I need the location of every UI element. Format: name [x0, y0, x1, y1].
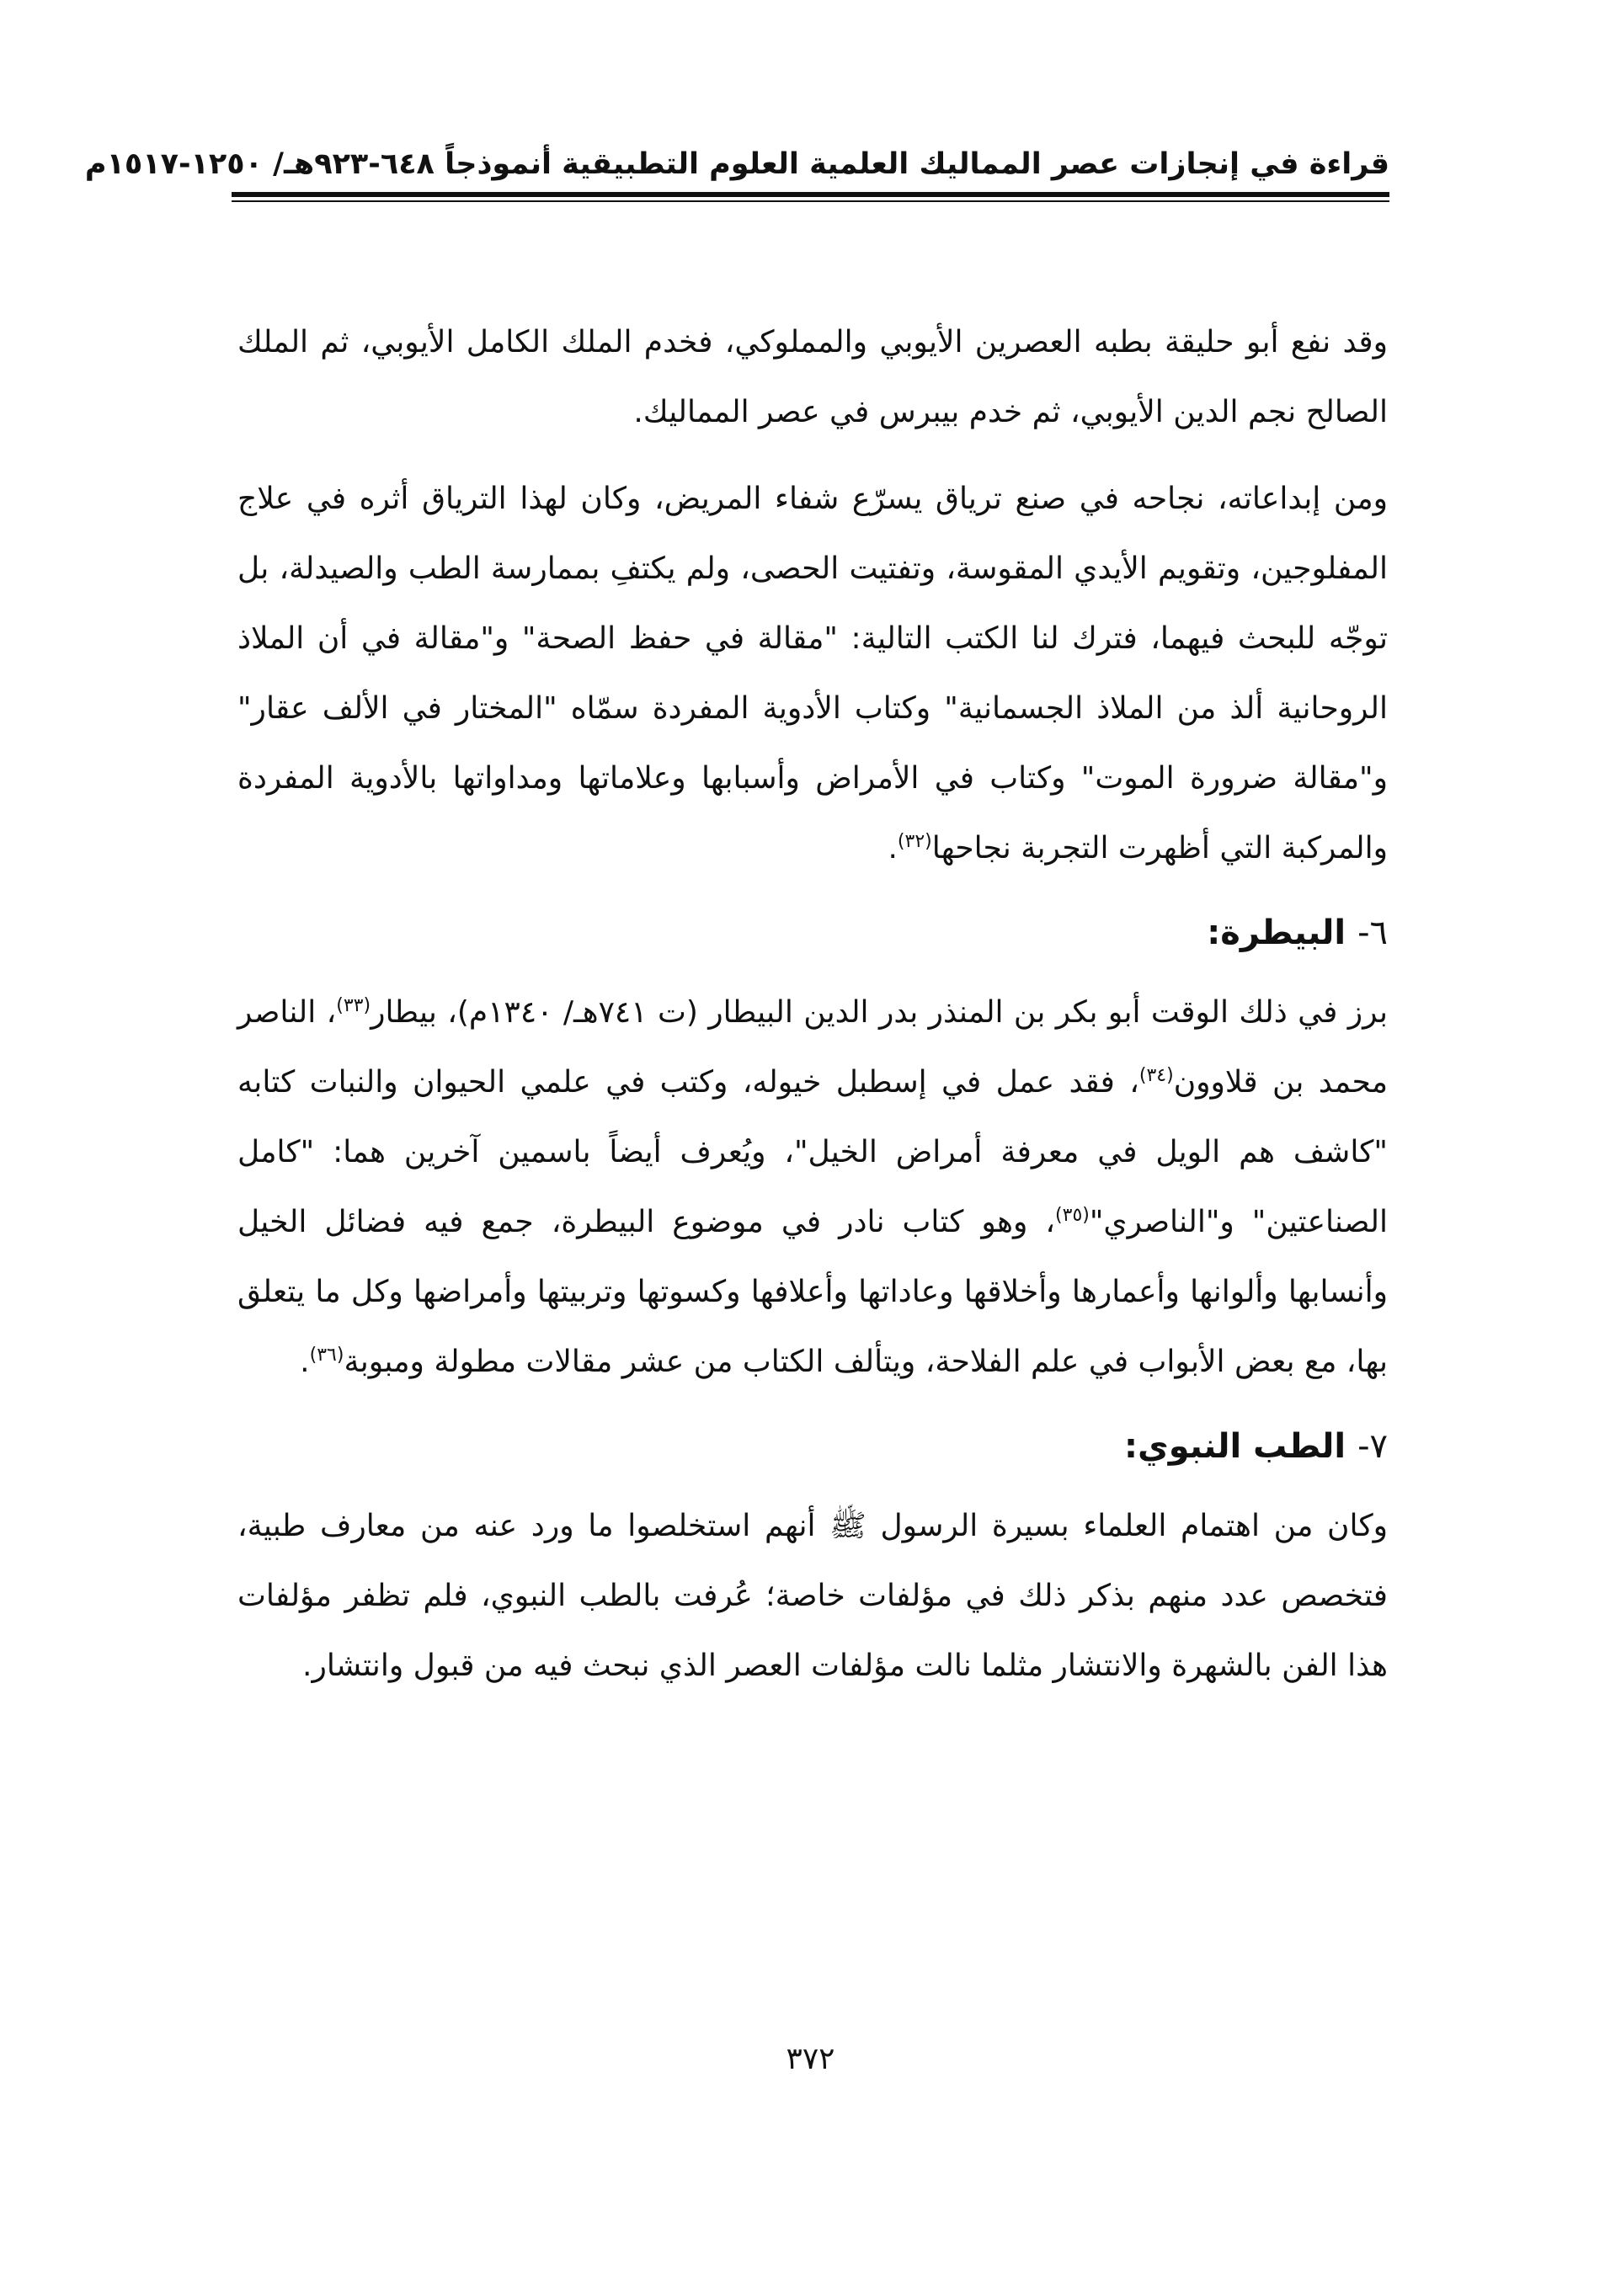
section-heading-7 [237, 1414, 1388, 1479]
footnote-ref-33: (٣٣) [336, 995, 371, 1016]
footnote-ref-36: (٣٦) [309, 1345, 344, 1366]
paragraph-4: وكان من اهتمام العلماء بسيرة الرسول ﷺ أنهم استخلصوا ما ورد عنه من معارف طبية، فتخصص عدد منهم بذكر ذلك في مؤلفات خاصة؛ عُرفت بالطب النبوي، فلم تظفر مؤلفات هذا الفن بالشهرة والانتشار مثلما نالت مؤلفات العصر الذي نبحث فيه من قبول وانتشار. [237, 1509, 1388, 1683]
paragraph-2-end: . [888, 831, 898, 866]
footnote-ref-35: (٣٥) [1055, 1205, 1090, 1226]
body-text [237, 307, 1388, 1718]
paragraph-2 [237, 464, 1388, 883]
footnote-ref-32: (٣٢) [897, 831, 932, 852]
page-number: ٣٧٢ [786, 2042, 835, 2076]
running-header: قراءة في إنجازات عصر المماليك العلمية العلوم التطبيقية أنموذجاً ٦٤٨-٩٢٣هـ/ ١٢٥٠-١٥١٧م [84, 147, 1389, 181]
section-7-number: ٧- [1357, 1427, 1388, 1466]
paragraph-3-end: . [300, 1345, 310, 1379]
paragraph-3-part-a: برز في ذلك الوقت أبو بكر بن المنذر بدر الدين البيطار (ت ٧٤١هـ/ ١٣٤٠م)، بيطار [371, 995, 1388, 1030]
section-7-title: الطب النبوي: [1124, 1427, 1346, 1466]
section-6-number: ٦- [1357, 914, 1388, 952]
section-6-title: البيطرة: [1207, 914, 1346, 952]
section-heading-6 [237, 900, 1388, 966]
paragraph-3-part-b: ، الناصر محمد بن قلاوون [237, 995, 1389, 1100]
footnote-ref-34: (٣٤) [1138, 1065, 1174, 1086]
header-rule-thick [232, 192, 1389, 197]
header-rule-thin [232, 200, 1389, 202]
paragraph-1: وقد نفع أبو حليقة بطبه العصرين الأيوبي والمملوكي، فخدم الملك الكامل الأيوبي، ثم الملك الصالح نجم الدين الأيوبي، ثم خدم بيبرس في عصر المماليك. [237, 325, 1388, 429]
paragraph-3-part-c: ، فقد عمل في إسطبل خيوله، وكتب في علمي الحيوان والنبات كتابه "كاشف هم الويل في معرفة أمراض الخيل"، ويُعرف أيضاً باسمين آخرين هما: "كامل الصناعتين" و"الناصري" [237, 1065, 1388, 1239]
paragraph-3 [237, 978, 1388, 1397]
paragraph-2-text: ومن إبداعاته، نجاحه في صنع ترياق يسرّع شفاء المريض، وكان لهذا الترياق أثره في علاج المفلوجين، وتقويم الأيدي المقوسة، وتفتيت الحصى، ولم يكتفِ بممارسة الطب والصيدلة، بل توجّه للبحث فيهما، فترك لنا الكتب التالية: "مقالة في حفظ الصحة" و"مقالة في أن الملاذ الروحانية ألذ من الملاذ الجسمانية" وكتاب الأدوية المفردة سمّاه "المختار في الألف عقار" و"مقالة ضرورة الموت" وكتاب في الأمراض وأسبابها وعلاماتها ومداواتها بالأدوية المفردة والمركبة التي أظهرت التجربة نجاحها [237, 482, 1388, 866]
paragraph-3-part-d: ، وهو كتاب نادر في موضوع البيطرة، جمع فيه فضائل الخيل وأنسابها وألوانها وأعمارها وأخلاقها وعاداتها وأعلافها وكسوتها وتربيتها وأمراضها وكل ما يتعلق بها، مع بعض الأبواب في علم الفلاحة، ويتألف الكتاب من عشر مقالات مطولة ومبوبة [237, 1205, 1388, 1379]
